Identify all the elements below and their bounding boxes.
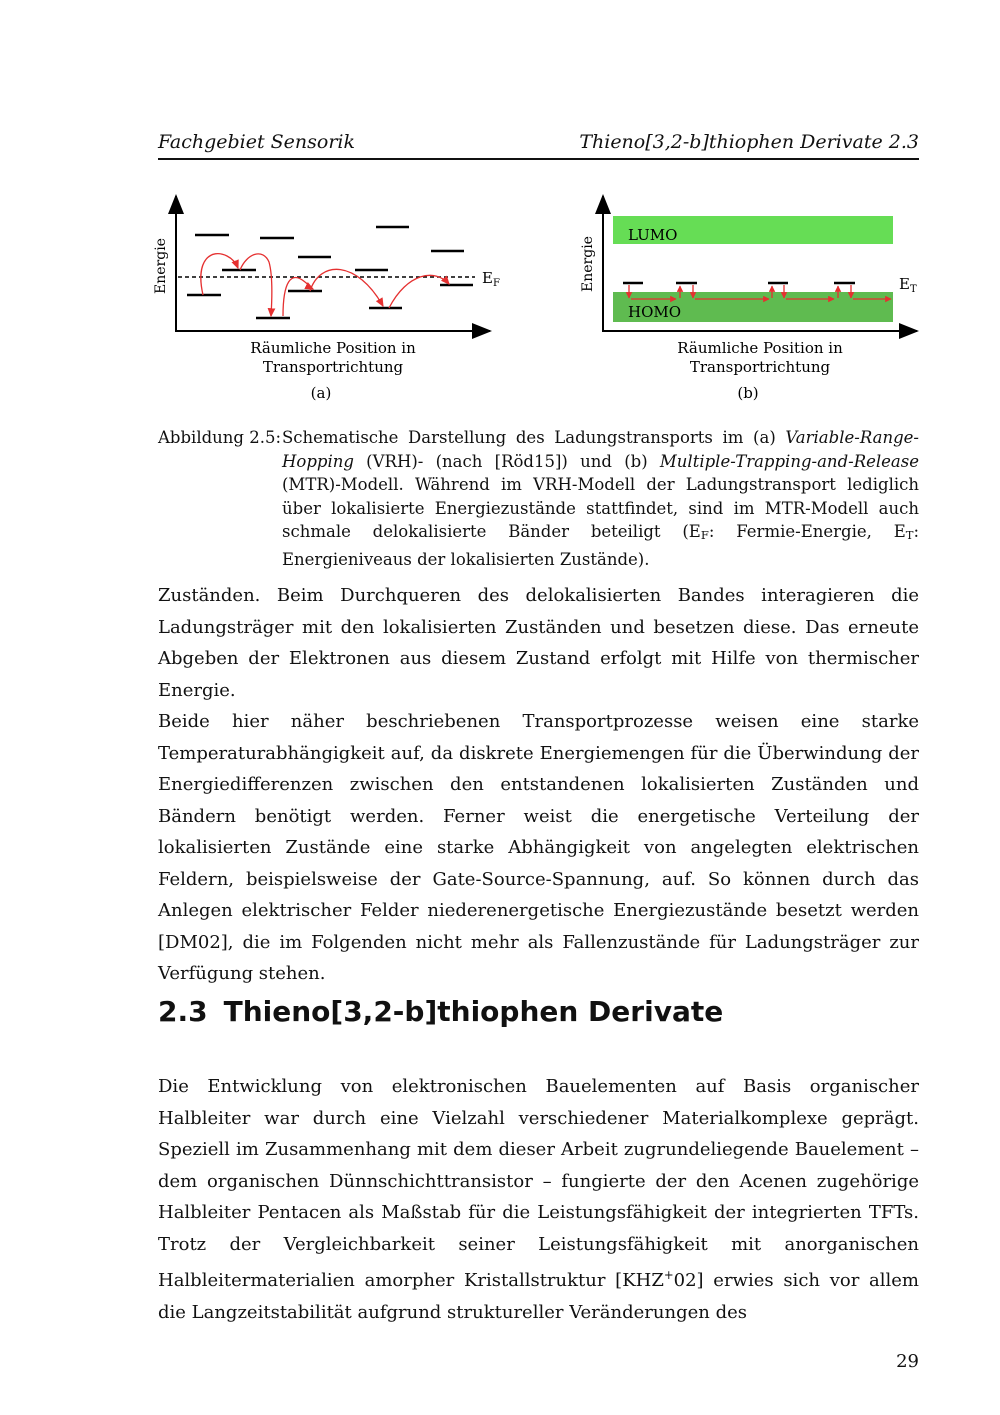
lumo-label: LUMO [628, 226, 678, 244]
figure-a-vrh-diagram [145, 188, 515, 408]
paragraph-2: Beide hier näher beschriebenen Transportprozesse weisen eine starke Temperaturabhängigkeit auf, da diskrete Energiemengen für die Überwindung der Energiedifferenzen zwischen den entstandenen lokalisierten Zuständen und Bändern benötigt werden. Ferner weist die energetische Verteilung der lokalisierten Zustände eine starke Abhängigkeit von angelegten elektrischen Feldern, beispielsweise der Gate-Source-Spannung, auf. So können durch das Anlegen elektrischer Felder niederenergetische Energiezustände besetzt werden [DM02], die im Folgenden nicht mehr als Fallenzustände für Ladungsträger zur Verfügung stehen. [158, 711, 919, 984]
fermi-level-sub: F [492, 278, 500, 289]
caption-text: Schematische Darstellung des Ladungstransports im (a) Variable-Range-Hopping (VRH)- (nach [Röd15]) und (b) Multiple-Trapping-and-Release (MTR)-Modell. Während im VRH-Modell der Ladungstransport lediglich über lokalisierte Energiezustände stattfindet, sind im MTR-Modell auch schmale delokalisierte Bänder beteiligt ($E_F$: Fermie-Energie, $E_T$: Energieniveaus der lokalisierten Zustände). [282, 428, 919, 569]
trap-level-sub: T [909, 284, 917, 295]
figure-b-ylabel: Energie [580, 236, 596, 292]
section-heading [158, 995, 723, 1028]
figure-b-xlabel-1: Räumliche Position in [677, 339, 843, 357]
body-paragraphs [158, 580, 919, 990]
svg-text:EF [482, 269, 500, 289]
section-paragraph [158, 1071, 919, 1328]
section-number: 2.3 [158, 995, 208, 1028]
running-header-left: Fachgebiet Sensorik [158, 131, 356, 153]
figure-b-mtr-diagram [572, 188, 942, 408]
header-rule [158, 158, 919, 160]
figure-a-panel-label: (a) [310, 384, 332, 402]
fermi-level-label: E [482, 269, 493, 287]
svg-text:ET [899, 275, 917, 295]
figure-caption [158, 426, 919, 571]
figure-a-xlabel-2: Transportrichtung [262, 358, 404, 376]
page-number: 29 [896, 1351, 919, 1372]
paragraph-3: Die Entwicklung von elektronischen Bauelementen auf Basis organischer Halbleiter war durch eine Vielzahl verschiedener Materialkomplexe geprägt. Speziell im Zusammenhang mit dem dieser Arbeit zugrundeliegende Bauelement – dem organischen Dünnschichttransistor – fungierte der den Acenen zugehörige Halbleiter Pentacen als Maßstab für die Leistungsfähigkeit der integrierten TFTs. Trotz der Vergleichbarkeit seiner Leistungsfähigkeit mit anorganischen Halbleitermaterialien amorpher Kristallstruktur [KHZ+02] erwies sich vor allem die Langzeitstabilität aufgrund struktureller Veränderungen des [158, 1076, 919, 1323]
homo-label: HOMO [628, 303, 682, 321]
running-header-right: Thieno[3,2-b]thiophen Derivate 2.3 [579, 131, 919, 153]
figure-a-xlabel-1: Räumliche Position in [250, 339, 416, 357]
figure-b-panel-label: (b) [737, 384, 759, 402]
paragraph-1: Zuständen. Beim Durchqueren des delokalisierten Bandes interagieren die Ladungsträger mit den lokalisierten Zuständen und besetzen diese. Das erneute Abgeben der Elektronen aus diesem Zustand erfolgt mit Hilfe von thermischer Energie. [158, 585, 919, 701]
figure-a-ylabel: Energie [153, 238, 169, 294]
figure-b-xlabel-2: Transportrichtung [689, 358, 831, 376]
section-title: Thieno[3,2-b]thiophen Derivate [223, 995, 724, 1028]
trap-level-label: E [899, 275, 910, 293]
caption-label: Abbildung 2.5: [158, 428, 282, 447]
